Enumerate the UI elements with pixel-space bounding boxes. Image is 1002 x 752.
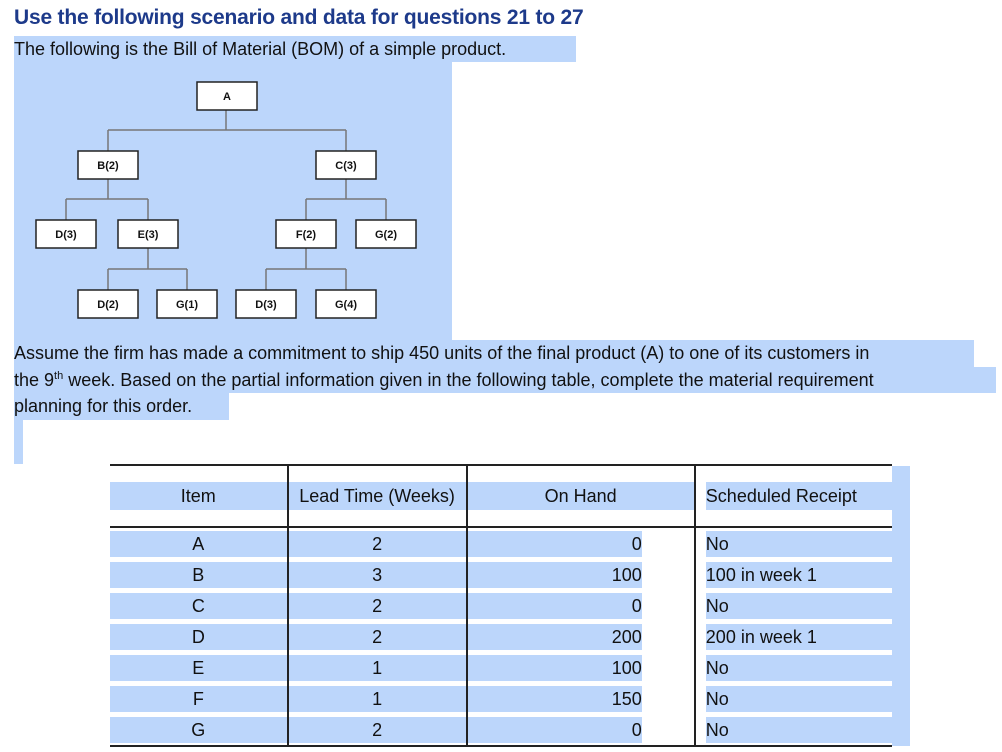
- bom-node-c-label: C(3): [335, 160, 357, 172]
- cell-lead-time: 1: [288, 683, 467, 714]
- bom-node-g1-label: G(1): [176, 299, 198, 311]
- cell-item: C: [110, 590, 288, 621]
- table-header-row: [110, 465, 892, 527]
- bom-node-a-label: A: [223, 91, 231, 103]
- bom-node-a: [197, 82, 257, 110]
- mrp-input-table: [110, 464, 892, 747]
- page-heading: Use the following scenario and data for questions 21 to 27: [14, 6, 584, 29]
- cell-scheduled-receipt: 200 in week 1: [695, 621, 892, 652]
- bom-node-d3-top-label: D(3): [55, 229, 77, 241]
- cell-scheduled-receipt: No: [695, 590, 892, 621]
- bom-connectors: [66, 110, 386, 290]
- table-row: [110, 527, 892, 559]
- table-row: [110, 683, 892, 714]
- bom-node-g2-label: G(2): [375, 229, 397, 241]
- bom-node-d3-bottom: [236, 290, 296, 318]
- bom-node-g4-label: G(4): [335, 299, 357, 311]
- bom-tree: [14, 62, 452, 340]
- cell-item: F: [110, 683, 288, 714]
- cell-lead-time: 2: [288, 527, 467, 559]
- table-row: [110, 652, 892, 683]
- paragraph-line-2-pre: the 9: [14, 369, 55, 390]
- cell-scheduled-receipt: No: [695, 527, 892, 559]
- header-lead-time: Lead Time (Weeks): [288, 465, 467, 527]
- cell-scheduled-receipt: No: [695, 683, 892, 714]
- header-scheduled-receipt: Scheduled Receipt: [695, 465, 892, 527]
- bom-node-f2: [276, 220, 336, 248]
- bom-node-f2-label: F(2): [295, 229, 317, 241]
- header-item: Item: [110, 465, 288, 527]
- cell-lead-time: 3: [288, 559, 467, 590]
- bom-diagram: [14, 62, 452, 340]
- table-row: [110, 559, 892, 590]
- intro-text: The following is the Bill of Material (BOM) of a simple product.: [14, 36, 576, 62]
- ordinal-suffix: th: [54, 369, 64, 382]
- bom-node-d3-top: [36, 220, 96, 248]
- table-row: [110, 621, 892, 652]
- header-on-hand: On Hand: [467, 465, 695, 527]
- cell-lead-time: 1: [288, 652, 467, 683]
- cell-lead-time: 2: [288, 621, 467, 652]
- cell-item: D: [110, 621, 288, 652]
- cell-item: E: [110, 652, 288, 683]
- selection-bar: [14, 420, 23, 464]
- cell-scheduled-receipt: No: [695, 714, 892, 746]
- cell-on-hand: 200: [467, 621, 695, 652]
- bom-node-g2: [356, 220, 416, 248]
- bom-node-e3-label: E(3): [137, 229, 159, 241]
- cell-on-hand: 100: [467, 652, 695, 683]
- bom-node-d2: [78, 290, 138, 318]
- paragraph-line-3: planning for this order.: [14, 393, 229, 420]
- table-row: [110, 714, 892, 746]
- cell-on-hand: 0: [467, 714, 695, 746]
- cell-lead-time: 2: [288, 590, 467, 621]
- cell-lead-time: 2: [288, 714, 467, 746]
- paragraph-line-2-post: week. Based on the partial information given in the following table, complete the material requirement: [63, 369, 874, 390]
- cell-on-hand: 100: [467, 559, 695, 590]
- bom-node-g4: [316, 290, 376, 318]
- cell-scheduled-receipt: 100 in week 1: [695, 559, 892, 590]
- cell-scheduled-receipt: No: [695, 652, 892, 683]
- paragraph-line-1: Assume the firm has made a commitment to ship 450 units of the final product (A) to one of its customers in: [14, 340, 974, 367]
- bom-node-b-label: B(2): [97, 160, 119, 172]
- scenario-paragraph: [14, 340, 996, 420]
- bom-node-g1: [157, 290, 217, 318]
- bom-node-b: [78, 151, 138, 179]
- cell-on-hand: 0: [467, 590, 695, 621]
- cell-on-hand: 0: [467, 527, 695, 559]
- cell-on-hand: 150: [467, 683, 695, 714]
- paragraph-line-2: [14, 367, 996, 394]
- bom-node-e3: [118, 220, 178, 248]
- table-row: [110, 590, 892, 621]
- cell-item: A: [110, 527, 288, 559]
- bom-node-d2-label: D(2): [97, 299, 119, 311]
- bom-node-c: [316, 151, 376, 179]
- table-selection-strip: [892, 466, 910, 746]
- cell-item: G: [110, 714, 288, 746]
- bom-node-d3-bottom-label: D(3): [255, 299, 277, 311]
- cell-item: B: [110, 559, 288, 590]
